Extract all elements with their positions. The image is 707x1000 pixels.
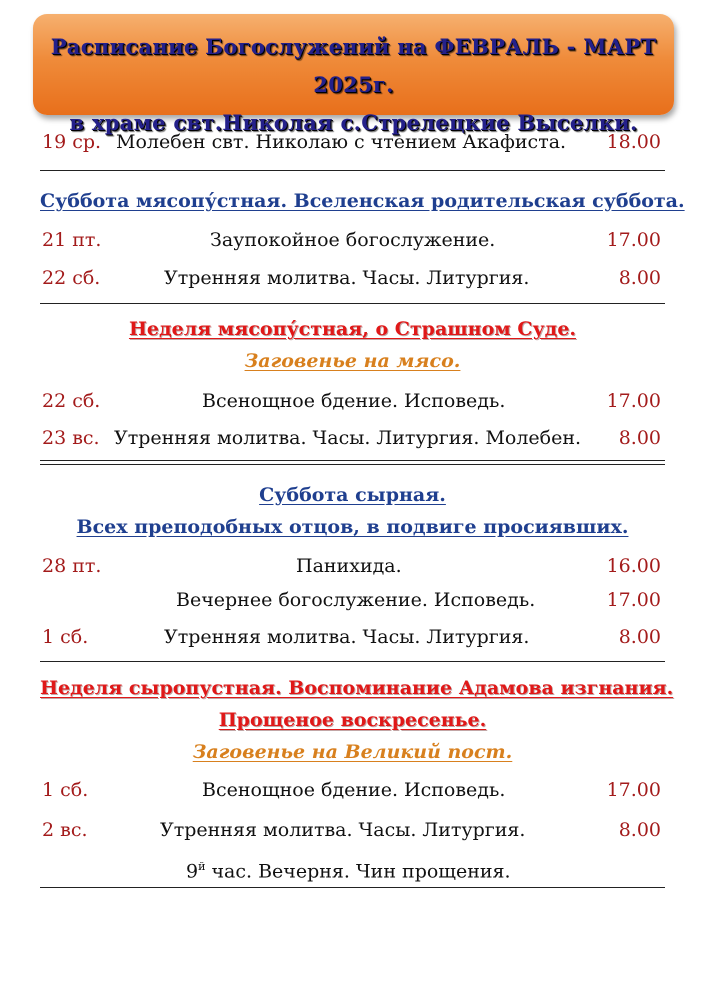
row-date: 1 сб.: [42, 779, 89, 801]
schedule-row: [40, 127, 665, 157]
divider: [40, 661, 665, 662]
section-heading: Всех преподобных отцов, в подвиге просиявших.: [76, 516, 629, 538]
section-subheading: Заговенье на мясо.: [244, 350, 461, 372]
schedule-row: [40, 585, 665, 615]
schedule-row: [40, 386, 665, 416]
row-service: Молебен свт. Николаю с чтением Акафиста.: [116, 131, 567, 153]
row-service: Заупокойное богослужение.: [210, 229, 496, 251]
row-time: 17.00: [606, 589, 661, 611]
row-time: 8.00: [618, 267, 661, 289]
row-date: 28 пт.: [42, 555, 102, 577]
divider: [40, 170, 665, 171]
row-service: Всенощное бдение. Исповедь.: [202, 779, 506, 801]
row-service-text: час. Вечерня. Чин прощения.: [205, 860, 511, 883]
double-divider: [40, 460, 665, 465]
row-service: Утренняя молитва. Часы. Литургия.: [160, 819, 526, 841]
section-heading: Прощеное воскресенье.: [218, 709, 487, 731]
row-service: Утренняя молитва. Часы. Литургия.: [164, 267, 530, 289]
title-line-1: Расписание Богослужений на ФЕВРАЛЬ - МАРТ 2025г.: [50, 34, 657, 97]
row-service: [186, 852, 511, 886]
schedule-row: [40, 225, 665, 255]
divider: [40, 887, 665, 888]
schedule-row: [40, 263, 665, 293]
row-date: 2 вс.: [42, 819, 88, 841]
row-time: 8.00: [618, 819, 661, 841]
title-line-2: в храме свт.Николая с.Стрелецкие Выселки.: [69, 110, 638, 135]
schedule-row: [40, 815, 665, 845]
section-subheading: Заговенье на Великий пост.: [192, 741, 513, 763]
hour-number: 9: [186, 860, 199, 883]
row-time: 8.00: [618, 626, 661, 648]
divider: [40, 303, 665, 304]
schedule-row: [40, 852, 665, 882]
row-date: 21 пт.: [42, 229, 102, 251]
section-heading: Суббота сырная.: [259, 484, 446, 506]
row-date: 23 вс.: [42, 427, 100, 449]
row-service: Утренняя молитва. Часы. Литургия. Молебен.: [114, 427, 582, 449]
row-time: 18.00: [606, 131, 661, 153]
row-service: Вечернее богослужение. Исповедь.: [176, 589, 536, 611]
title-banner: [33, 14, 674, 135]
row-time: 17.00: [606, 779, 661, 801]
row-service: Утренняя молитва. Часы. Литургия.: [164, 626, 530, 648]
row-date: 22 сб.: [42, 267, 101, 289]
section-heading: Неделя мясопу́стная, о Страшном Суде.: [128, 318, 577, 340]
row-time: 16.00: [606, 555, 661, 577]
schedule-row: [40, 775, 665, 805]
section-heading: Суббота мясопу́стная. Вселенская родительская суббота.: [40, 190, 685, 212]
schedule-row: [40, 551, 665, 581]
row-time: 17.00: [606, 229, 661, 251]
ordinal-suffix: й: [198, 860, 206, 873]
row-date: 1 сб.: [42, 626, 89, 648]
row-date: 22 сб.: [42, 390, 101, 412]
schedule-row: [40, 423, 665, 453]
section-heading: Неделя сыропустная. Воспоминание Адамова изгнания.: [40, 677, 674, 699]
row-time: 17.00: [606, 390, 661, 412]
schedule-row: [40, 622, 665, 652]
row-service: Панихида.: [296, 555, 402, 577]
row-time: 8.00: [618, 427, 661, 449]
row-service: Всенощное бдение. Исповедь.: [202, 390, 506, 412]
row-date: 19 ср.: [42, 131, 102, 153]
